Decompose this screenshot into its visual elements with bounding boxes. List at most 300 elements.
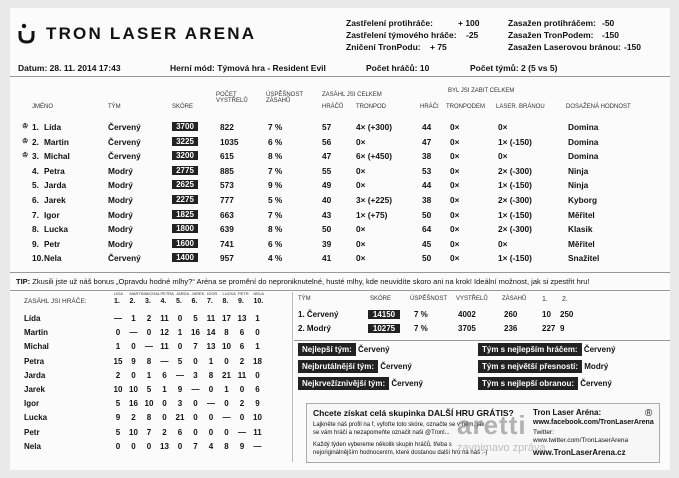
cell-killed: 50 — [422, 253, 432, 264]
matrix-cell: 8 — [146, 356, 152, 366]
cell-by-gate: 2× (-300) — [498, 224, 532, 235]
col-header: ÚSPĚŠNOST ZÁSAHŮ — [266, 92, 303, 104]
team-cell-name: 1. Červený — [298, 310, 339, 319]
matrix-cell: — — [176, 370, 184, 380]
trophy-icon: ♔ — [22, 137, 29, 145]
cell-shots: 573 — [220, 180, 234, 191]
promo-text: nejoriginálnějším hodnocením, které dostanou další hru na náš :-) — [313, 450, 488, 456]
matrix-cell: 8 — [208, 370, 214, 380]
cell-team: Červený — [108, 151, 141, 162]
cell-tronpod: 0× — [356, 136, 366, 147]
cell-rank: 4. — [32, 165, 39, 176]
cell-team: Červený — [108, 136, 141, 147]
matrix-col-name: PETR — [238, 291, 249, 296]
matrix-cell: 15 — [113, 356, 123, 366]
matrix-cell: 18 — [253, 356, 262, 366]
divider — [10, 76, 670, 77]
cell-success: 7 % — [268, 122, 283, 132]
matrix-cell: 10 — [222, 342, 231, 352]
cell-tronpod: 3× (+225) — [356, 195, 392, 205]
matrix-cell: 0 — [208, 427, 214, 437]
cell-by-gate: 2× (-300) — [498, 195, 532, 205]
award: Tým s nejlepší obranou: Červený — [478, 379, 612, 388]
watermark-sub: zavnimavo zpráva — [457, 442, 546, 454]
matrix-player-name: Igor — [24, 399, 40, 409]
matrix-col-header: 9. — [238, 298, 244, 305]
matrix-cell: 1 — [224, 385, 229, 394]
team-col-header: SKÓRE — [370, 296, 392, 302]
divider — [292, 292, 293, 462]
cell-hits: 43 — [322, 209, 332, 220]
matrix-cell: 8 — [224, 441, 229, 451]
cell-by-tronpod: 0× — [450, 151, 460, 162]
facebook-link[interactable]: www.facebook.com/TronLaserArena — [533, 419, 654, 426]
rule-value: -150 — [602, 30, 620, 40]
matrix-cell: 6 — [162, 370, 167, 380]
rule-label: Zasažen protihráčem: — [508, 18, 596, 28]
team-cell-score: 10275 — [368, 324, 400, 333]
matrix-cell: 0 — [115, 441, 121, 451]
matrix-cell: 0 — [239, 413, 245, 423]
matrix-col-name: MARTIN — [129, 291, 145, 296]
cell-level: Ninja — [568, 180, 589, 191]
cell-team: Modrý — [108, 224, 133, 235]
matrix-cell: 9 — [131, 356, 136, 366]
promo-text: Každý týden vybereme několik skupin hráčů, třeba s — [313, 442, 452, 448]
cell-success: 8 % — [268, 151, 283, 162]
matrix-cell: 0 — [208, 385, 214, 394]
twitter-link[interactable]: www.twitter.com/TronLaserArena — [533, 437, 629, 444]
matrix-cell: 2 — [146, 314, 152, 323]
cell-shots: 777 — [220, 195, 234, 205]
cell-success: 7 % — [268, 165, 283, 176]
matrix-cell: 5 — [146, 385, 152, 394]
cell-by-gate: 1× (-150) — [498, 253, 532, 264]
matrix-cell: 17 — [222, 314, 231, 323]
cell-shots: 822 — [220, 122, 234, 132]
rule-value: -150 — [624, 42, 642, 52]
trophy-icon: ♔ — [22, 123, 29, 130]
matrix-player-name: Jarda — [24, 370, 46, 380]
cell-by-gate: 1× (-150) — [498, 180, 532, 191]
matrix-col-header: 6. — [191, 298, 198, 305]
matrix-cell: 0 — [177, 314, 183, 323]
divider — [10, 290, 670, 291]
col-header: TÝM — [108, 104, 121, 110]
cell-team: Červený — [108, 253, 141, 264]
arena-label: Tron Laser Aréna: — [533, 408, 602, 417]
matrix-cell: 0 — [162, 413, 167, 423]
col-header: BYL JSI ZABIT CELKEM — [448, 88, 515, 94]
matrix-cell: 7 — [193, 342, 198, 352]
award: Tým s největší přesností: Modrý — [478, 362, 608, 371]
teams-info: Počet týmů: 2 (5 vs 5) — [470, 63, 558, 73]
matrix-cell: — — [222, 413, 231, 423]
award: Nejbrutálnější tým: Červený — [298, 362, 412, 371]
matrix-col-name: PETRA — [160, 291, 174, 296]
matrix-cell: 11 — [160, 342, 169, 352]
matrix-cell: 11 — [237, 370, 247, 380]
matrix-cell: 9 — [177, 385, 183, 394]
matrix-cell: 3 — [193, 370, 198, 380]
cell-killed: 38 — [422, 151, 432, 162]
matrix-player-name: Lucka — [24, 413, 48, 423]
cell-team: Modrý — [108, 209, 133, 220]
matrix-player-name: Petr — [24, 427, 40, 437]
cell-shots: 1035 — [220, 136, 239, 147]
cell-killed: 64 — [422, 224, 432, 235]
col-header: POČET VYSTŘELŮ — [216, 92, 248, 104]
matrix-cell: 11 — [160, 314, 169, 323]
matrix-col-name: JARDA — [176, 291, 190, 296]
tron-logo-icon — [18, 22, 36, 44]
matrix-cell: — — [114, 314, 122, 323]
cell-tronpod: 0× — [356, 224, 366, 235]
team-cell-score: 14150 — [368, 310, 400, 319]
team-cell-hits: 236 — [504, 324, 518, 333]
matrix-col-header: 4. — [160, 298, 167, 305]
matrix-cell: 16 — [129, 399, 138, 409]
web-link[interactable]: www.TronLaserArena.cz — [533, 448, 626, 457]
matrix-cell: 2 — [239, 356, 245, 366]
cell-score: 3700 — [172, 122, 198, 131]
team-cell-name: 2. Modrý — [298, 324, 331, 333]
matrix-col-name: LUCKA — [222, 291, 236, 296]
matrix-cell: 0 — [193, 427, 198, 437]
cell-name: Petra — [44, 165, 65, 176]
matrix-cell: — — [145, 342, 153, 352]
cell-rank: 3. — [32, 151, 39, 162]
matrix-cell: 0 — [177, 441, 183, 451]
col-header: TRONPODEM — [446, 104, 485, 110]
col-header: DOSAŽENÁ HODNOST — [566, 104, 631, 110]
cell-hits: 47 — [322, 151, 332, 162]
cell-rank: 6. — [32, 195, 39, 205]
cell-rank: 8. — [32, 224, 39, 235]
cell-hits: 39 — [322, 238, 332, 249]
matrix-player-name: Martin — [24, 328, 48, 338]
cell-level: Klasik — [568, 224, 593, 235]
matrix-cell: 10 — [129, 385, 138, 394]
matrix-col-header: 10. — [253, 298, 264, 305]
matrix-cell: 0 — [193, 413, 198, 423]
matrix-cell: 1 — [208, 356, 214, 366]
matrix-cell: 13 — [237, 314, 247, 323]
matrix-cell: 1 — [131, 314, 136, 323]
team-col-header: ÚSPĚŠNOST — [410, 296, 448, 302]
matrix-cell: 0 — [131, 370, 136, 380]
cell-by-gate: 0× — [498, 151, 508, 162]
cell-level: Kyborg — [568, 195, 598, 205]
matrix-cell: — — [191, 385, 200, 394]
cell-rank: 7. — [32, 209, 39, 220]
matrix-col-header: 1. — [114, 298, 120, 305]
rule-value: + 100 — [458, 18, 480, 28]
cell-hits: 56 — [322, 136, 332, 147]
matrix-cell: 2 — [115, 370, 121, 380]
cell-by-tronpod: 0× — [450, 122, 460, 132]
cell-score: 2625 — [172, 180, 198, 189]
col-header: TRONPOD — [356, 104, 386, 110]
cell-killed: 44 — [422, 180, 432, 191]
cell-shots: 663 — [220, 209, 234, 220]
matrix-cell: 12 — [160, 328, 169, 338]
cell-name: Petr — [44, 238, 61, 249]
cell-by-tronpod: 0× — [450, 253, 460, 264]
team-col-header: TÝM — [298, 296, 311, 302]
matrix-player-name: Lída — [24, 314, 41, 323]
watermark-logo: aretti — [457, 410, 527, 440]
cell-hits: 50 — [322, 224, 332, 235]
matrix-player-name: Nela — [24, 441, 41, 451]
matrix-cell: 14 — [206, 328, 216, 338]
award: Nejkrvežíznivější tým: Červený — [298, 379, 423, 388]
matrix-col-header: 2. — [129, 298, 136, 305]
matrix-cell: 6 — [177, 427, 183, 437]
cell-by-tronpod: 0× — [450, 238, 460, 249]
cell-by-tronpod: 0× — [450, 165, 460, 176]
matrix-cell: 0 — [177, 342, 183, 352]
matrix-cell: 1 — [146, 370, 152, 380]
cell-shots: 615 — [220, 151, 234, 162]
matrix-col-header: 3. — [145, 298, 151, 305]
team-cell-v1: 10 — [542, 310, 551, 319]
team-col-header: ZÁSAHŮ — [502, 296, 527, 302]
cell-by-gate: 0× — [498, 238, 508, 249]
cell-killed: 50 — [422, 209, 432, 220]
cell-by-tronpod: 0× — [450, 224, 460, 235]
cell-success: 5 % — [268, 195, 283, 205]
matrix-cell: 13 — [160, 441, 169, 451]
cell-name: Lída — [44, 122, 62, 132]
cell-level: Měřitel — [568, 238, 595, 249]
cell-hits: 41 — [322, 253, 332, 264]
date-info: Datum: 28. 11. 2014 17:43 — [18, 63, 121, 73]
promo-text: se vám hráči a nezapomeňte označit naši @Tronl... — [313, 430, 450, 436]
cell-level: Ninja — [568, 165, 589, 176]
cell-killed: 47 — [422, 136, 432, 147]
cell-tronpod: 1× (+75) — [356, 209, 388, 220]
rule-label: Zasažen TronPodem: — [508, 30, 594, 40]
matrix-cell: 16 — [191, 328, 200, 338]
cell-score: 1800 — [172, 224, 198, 233]
rule-label: Zasažen Laserovou bránou: — [508, 42, 621, 52]
cell-level: Domina — [568, 151, 599, 162]
matrix-cell: 2 — [131, 413, 136, 423]
divider — [10, 272, 670, 273]
col-header: JMÉNO — [32, 104, 53, 110]
cell-success: 8 % — [268, 224, 283, 235]
team-cell-v2: 250 — [560, 310, 574, 319]
cell-score: 3200 — [172, 151, 198, 160]
matrix-cell: 0 — [162, 399, 167, 409]
matrix-cell: 0 — [224, 427, 229, 437]
cell-name: Jarek — [44, 195, 66, 205]
matrix-col-header: 8. — [222, 298, 229, 305]
matrix-cell: 9 — [115, 413, 121, 423]
matrix-col-name: IGOR — [207, 291, 218, 296]
cell-tronpod: 0× — [356, 165, 366, 176]
team-cell-v2: 9 — [560, 324, 565, 333]
cell-success: 4 % — [268, 253, 283, 264]
matrix-cell: 10 — [129, 427, 138, 437]
cell-tronpod: 4× (+300) — [356, 122, 392, 132]
matrix-cell: — — [253, 441, 262, 451]
award: Nejlepší tým: Červený — [298, 345, 390, 354]
cell-name: Lucka — [44, 224, 68, 235]
rule-value: + 75 — [430, 42, 447, 52]
matrix-cell: 0 — [208, 413, 214, 423]
col-header: SKÓRE — [172, 104, 194, 110]
matrix-player-name: Jarek — [24, 385, 45, 394]
cell-hits: 40 — [322, 195, 332, 205]
matrix-cell: 2 — [239, 399, 245, 409]
cell-level: Domina — [568, 136, 599, 147]
matrix-cell: 10 — [113, 385, 123, 394]
cell-name: Martin — [44, 136, 69, 147]
cell-name: Michal — [44, 151, 70, 162]
award: Tým s nejlepším hráčem: Červený — [478, 345, 615, 354]
matrix-cell: — — [129, 328, 138, 338]
cell-hits: 49 — [322, 180, 332, 191]
cell-team: Modrý — [108, 195, 133, 205]
rule-value: -50 — [602, 18, 615, 28]
cell-tronpod: 6× (+450) — [356, 151, 392, 162]
cell-score: 1825 — [172, 210, 198, 219]
cell-tronpod: 0× — [356, 180, 366, 191]
matrix-cell: 0 — [255, 370, 260, 380]
team-col-header: VYSTŘELŮ — [456, 296, 488, 302]
matrix-col-name: JAREK — [191, 291, 205, 296]
matrix-cell: 7 — [193, 441, 198, 451]
matrix-cell: 5 — [115, 427, 121, 437]
matrix-cell: — — [207, 399, 215, 409]
matrix-cell: 1 — [162, 385, 167, 394]
cell-by-tronpod: 0× — [450, 209, 460, 220]
matrix-cell: 1 — [115, 342, 121, 352]
matrix-col-header: 5. — [176, 298, 182, 305]
cell-killed: 44 — [422, 122, 432, 132]
cell-rank: 10. — [32, 253, 44, 264]
matrix-cell: 0 — [224, 399, 229, 409]
cell-by-tronpod: 0× — [450, 195, 460, 205]
cell-killed: 53 — [422, 165, 432, 176]
matrix-cell: 4 — [208, 441, 214, 451]
matrix-cell: 0 — [239, 385, 245, 394]
cell-hits: 57 — [322, 122, 332, 132]
col-header: LASER. BRÁNOU — [496, 104, 545, 110]
cell-rank: 5. — [32, 180, 39, 191]
cell-team: Modrý — [108, 165, 133, 176]
cell-shots: 957 — [220, 253, 234, 264]
cell-team: Modrý — [108, 180, 133, 191]
matrix-cell: 0 — [255, 328, 260, 338]
cell-shots: 639 — [220, 224, 234, 235]
matrix-cell: 5 — [177, 356, 183, 366]
cell-score: 1600 — [172, 239, 198, 248]
team-cell-hits: 260 — [504, 310, 518, 319]
cell-by-tronpod: 0× — [450, 180, 460, 191]
matrix-cell: 1 — [177, 328, 183, 338]
matrix-cell: 11 — [206, 314, 216, 323]
cell-score: 2275 — [172, 195, 198, 204]
cell-team: Červený — [108, 122, 141, 132]
rule-label: Zastřelení týmového hráče: — [346, 30, 457, 40]
matrix-cell: 6 — [255, 385, 260, 394]
cell-shots: 885 — [220, 165, 234, 176]
team-col-header: 2. — [562, 296, 568, 303]
cell-by-tronpod: 0× — [450, 136, 460, 147]
cell-level: Snažitel — [568, 253, 600, 264]
rule-label: Zničení TronPodu: — [346, 42, 421, 52]
matrix-col-name: LÍDA — [114, 291, 123, 296]
cell-name: Jarda — [44, 180, 67, 191]
cell-rank: 9. — [32, 238, 39, 249]
cell-hits: 55 — [322, 165, 332, 176]
cell-success: 9 % — [268, 180, 283, 191]
brand-title: TRON LASER ARENA — [46, 24, 257, 43]
team-cell-shots: 4002 — [458, 310, 476, 319]
trophy-icon: ♔ — [22, 152, 29, 160]
matrix-title: ZASÁHL JSI HRÁČE: — [24, 298, 87, 305]
matrix-cell: 21 — [175, 413, 185, 423]
matrix-cell: 21 — [222, 370, 231, 380]
matrix-cell: 0 — [131, 342, 136, 352]
cell-success: 6 % — [268, 238, 283, 249]
score-sheet — [10, 8, 670, 470]
cell-score: 2775 — [172, 166, 198, 175]
team-col-header: 1. — [542, 296, 548, 303]
matrix-cell: 7 — [146, 427, 152, 437]
matrix-cell: 5 — [193, 314, 198, 323]
cell-score: 1400 — [172, 253, 198, 262]
matrix-cell: 6 — [239, 342, 245, 352]
cell-by-gate: 0× — [498, 122, 508, 132]
cell-level: Měřitel — [568, 209, 595, 220]
matrix-cell: — — [238, 427, 246, 437]
registered-mark: ® — [645, 408, 653, 419]
matrix-cell: 0 — [146, 328, 152, 338]
team-cell-success: 7 % — [414, 324, 428, 333]
matrix-cell: 11 — [253, 427, 262, 437]
matrix-cell: 0 — [146, 441, 152, 451]
cell-rank: 1. — [32, 122, 39, 132]
matrix-cell: 5 — [115, 399, 121, 409]
team-cell-success: 7 % — [414, 310, 428, 319]
team-cell-v1: 227 — [542, 324, 556, 333]
promo-text: Lajkněte náš profil na f, vyfoťte toto skóre, označte se v něm, jak — [313, 422, 485, 428]
mode-info: Herní mód: Týmová hra - Resident Evil — [170, 63, 326, 73]
matrix-cell: 9 — [239, 441, 245, 451]
cell-shots: 741 — [220, 238, 234, 249]
cell-by-gate: 1× (-150) — [498, 136, 532, 147]
matrix-col-name: MICHAL — [145, 291, 161, 296]
tip: TIP: Zkusili jste už náš bonus „Opravdu hodné mlhy?“ Aréna se promění do neproniknutelné, husté mlhy, kde neuvidíte skoro ani na krok! Ideální možnost, jak si zpestřit hru! — [16, 277, 590, 286]
cell-killed: 38 — [422, 195, 432, 205]
matrix-cell: 8 — [224, 328, 229, 338]
matrix-cell: 0 — [115, 328, 121, 338]
cell-name: Igor — [44, 209, 60, 220]
col-header: ZASÁHL JSI CELKEM — [322, 92, 382, 98]
cell-name: Nela — [44, 253, 62, 264]
team-cell-shots: 3705 — [458, 324, 476, 333]
cell-killed: 45 — [422, 238, 432, 249]
matrix-cell: 1 — [255, 342, 260, 352]
matrix-cell: 0 — [193, 399, 198, 409]
divider — [294, 340, 670, 341]
matrix-cell: 13 — [206, 342, 216, 352]
cell-success: 7 % — [268, 209, 283, 220]
